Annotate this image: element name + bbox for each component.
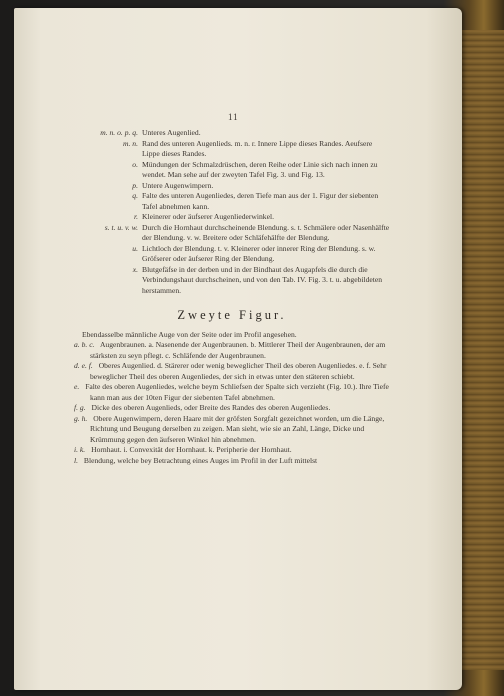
- legend-key: f. g.: [74, 403, 86, 412]
- legend-text: Blutgefäfse in der derben und in der Bindhaut des Augapfels die durch die Verbindungshaut durchscheinen, und von den Tab. IV. Fig. 3. t. u. abgebildeten herstammen.: [142, 264, 383, 295]
- legend-entry: [74, 382, 390, 403]
- legend-entry: [74, 160, 390, 181]
- legend-key: r.: [133, 212, 138, 221]
- book-page: [14, 8, 462, 690]
- legend-text: Falte des oberen Augenliedes, welche beym Schliefsen der Spalte sich verzieht (Fig. 10.). Ihre Tiefe kann man aus der 10ten Figur der siebenten Tafel abnehmen.: [85, 382, 389, 402]
- legend-text: Blendung, welche bey Betrachtung eines Auges im Profil in der Luft mittelst: [83, 455, 318, 465]
- legend-key: l.: [74, 455, 79, 465]
- legend-key: i. k.: [74, 445, 86, 454]
- legend-key: s. t. u. v. w.: [104, 222, 138, 232]
- legend-text: Kleinerer oder äufserer Augenliederwinkel.: [142, 212, 274, 221]
- legend-entry: [74, 212, 390, 223]
- legend-key: x.: [132, 264, 138, 274]
- legend-entry: [74, 181, 390, 192]
- legend-entry: [74, 191, 390, 212]
- legend-text: Dicke des oberen Augenlieds, oder Breite des Randes des oberen Augenliedes.: [91, 403, 331, 412]
- intro-paragraph: Ebendasselbe männliche Auge von der Seite oder im Profil angesehen.: [82, 329, 297, 339]
- legend-key: m. n. o. p. q.: [100, 128, 138, 137]
- page-edges: [458, 30, 504, 670]
- legend-entry: [74, 403, 390, 414]
- legend-text: Oberes Augenlied. d. Stärerer oder wenig beweglicher Theil des oberen Augenliedes. e. f. Sehr beweglicher Theil des oberen Augenliedes, der sich in etwas unter den stäteren schiebt.: [90, 361, 387, 381]
- legend-entry: [74, 456, 390, 467]
- legend-entry: [74, 139, 390, 160]
- legend-entry: [74, 414, 390, 446]
- legend-entry: [74, 128, 390, 139]
- legend-text: Unteres Augenlied.: [142, 128, 201, 137]
- legend-key: o.: [132, 159, 138, 169]
- legend-key: g. h.: [74, 413, 88, 423]
- legend-text: Falte des unteren Augenliedes, deren Tiefe man aus der 1. Figur der siebenten Tafel abnehmen kann.: [142, 191, 379, 211]
- legend-key: a. b. c.: [74, 340, 95, 349]
- legend-list-first: [74, 128, 390, 296]
- legend-key: u.: [132, 243, 138, 253]
- legend-key: m. n.: [123, 138, 138, 148]
- legend-entry: [74, 361, 390, 382]
- legend-text: Durch die Hornhaut durchscheinende Blendung. s. t. Schmälere oder Nasenhälfte der Blendung. v. w. Breitere oder Schläfehälfte der Blendung.: [142, 222, 390, 242]
- legend-text: Augenbraunen. a. Nasenende der Augenbraunen. b. Mittlerer Theil der Augenbraunen, der am stärksten zu seyn pflegt. c. Schläfende der Augenbraunen.: [90, 340, 386, 360]
- section-heading: Zweyte Figur.: [177, 308, 287, 322]
- legend-text: Lichtloch der Blendung. t. v. Kleinerer oder innerer Ring der Blendung. s. w. Gröfserer oder äufserer Ring der Blendung.: [142, 243, 376, 263]
- legend-text: Rand des unteren Augenlieds. m. n. r. Innere Lippe dieses Randes. Aeufsere Lippe dieses Randes.: [142, 138, 373, 158]
- legend-key: e.: [74, 382, 80, 391]
- page-number: 11: [228, 112, 239, 122]
- legend-text: Hornhaut. i. Convexität der Hornhaut. k. Peripherie der Hornhaut.: [91, 445, 292, 454]
- legend-list-second: [74, 340, 390, 466]
- legend-key: d. e. f.: [74, 361, 93, 370]
- legend-entry: [74, 244, 390, 265]
- page-content: [74, 128, 390, 466]
- legend-text: Mündungen der Schmalzdrüschen, deren Reihe oder Linie sich nach innen zu wendet. Man sehe auf der zweyten Tafel Fig. 3. und Fig. 13.: [142, 159, 378, 179]
- legend-entry: [74, 265, 390, 297]
- legend-key: p.: [132, 180, 138, 190]
- legend-entry: [74, 223, 390, 244]
- legend-text: Obere Augenwimpern, deren Haare mit der gröfsten Sorgfalt gezeichnet worden, um die Länge, Richtung und Beugung derselben zu zeigen. Man sieht, wie sie an Zahl, Länge, Dicke und Krümmung gegen den äufseren Winkel hin abnehmen.: [90, 413, 385, 444]
- legend-text: Untere Augenwimpern.: [142, 180, 214, 190]
- legend-entry: [74, 340, 390, 361]
- legend-entry: [74, 445, 390, 456]
- legend-key: q.: [132, 191, 138, 200]
